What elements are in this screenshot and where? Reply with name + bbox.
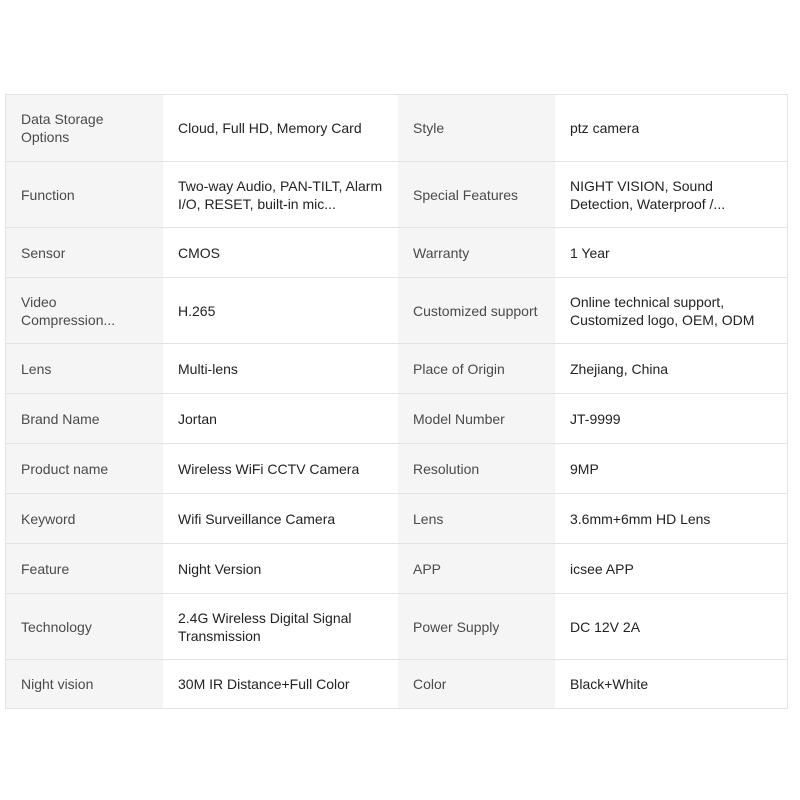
attribute-value: 30M IR Distance+Full Color <box>163 660 398 708</box>
table-row <box>6 162 787 228</box>
attribute-value: H.265 <box>163 278 398 343</box>
attribute-value: Cloud, Full HD, Memory Card <box>163 95 398 161</box>
attribute-label: Place of Origin <box>398 344 555 393</box>
attribute-label: Resolution <box>398 444 555 493</box>
attribute-label: Special Features <box>398 162 555 227</box>
attribute-value: CMOS <box>163 228 398 277</box>
attribute-value: 2.4G Wireless Digital Signal Transmission <box>163 594 398 659</box>
attribute-value: JT-9999 <box>555 394 787 443</box>
attribute-value: Zhejiang, China <box>555 344 787 393</box>
attribute-label: Video Compression... <box>6 278 163 343</box>
table-row <box>6 394 787 444</box>
attribute-label: APP <box>398 544 555 593</box>
attribute-label: Technology <box>6 594 163 659</box>
attribute-value: 1 Year <box>555 228 787 277</box>
attribute-label: Feature <box>6 544 163 593</box>
table-row <box>6 95 787 162</box>
table-row <box>6 344 787 394</box>
attribute-value: NIGHT VISION, Sound Detection, Waterproof /... <box>555 162 787 227</box>
attribute-label: Sensor <box>6 228 163 277</box>
attribute-value: Black+White <box>555 660 787 708</box>
attribute-label: Power Supply <box>398 594 555 659</box>
attribute-value: icsee APP <box>555 544 787 593</box>
attribute-label: Style <box>398 95 555 161</box>
attribute-value: Wireless WiFi CCTV Camera <box>163 444 398 493</box>
attribute-label: Night vision <box>6 660 163 708</box>
attribute-label: Product name <box>6 444 163 493</box>
attribute-label: Lens <box>6 344 163 393</box>
attribute-value: Two-way Audio, PAN-TILT, Alarm I/O, RESET, built-in mic... <box>163 162 398 227</box>
attribute-value: 9MP <box>555 444 787 493</box>
table-row <box>6 494 787 544</box>
attribute-value: ptz camera <box>555 95 787 161</box>
table-row <box>6 444 787 494</box>
table-row <box>6 660 787 708</box>
attribute-value: Online technical support, Customized logo, OEM, ODM <box>555 278 787 343</box>
attribute-value: Night Version <box>163 544 398 593</box>
product-attributes-table <box>5 94 788 709</box>
attribute-value: 3.6mm+6mm HD Lens <box>555 494 787 543</box>
attribute-value: DC 12V 2A <box>555 594 787 659</box>
attribute-label: Warranty <box>398 228 555 277</box>
attribute-label: Color <box>398 660 555 708</box>
attribute-value: Jortan <box>163 394 398 443</box>
attribute-label: Lens <box>398 494 555 543</box>
table-row <box>6 278 787 344</box>
table-row <box>6 594 787 660</box>
attribute-label: Customized support <box>398 278 555 343</box>
attribute-value: Multi-lens <box>163 344 398 393</box>
attribute-label: Brand Name <box>6 394 163 443</box>
attribute-label: Function <box>6 162 163 227</box>
table-row <box>6 228 787 278</box>
attribute-label: Model Number <box>398 394 555 443</box>
attribute-value: Wifi Surveillance Camera <box>163 494 398 543</box>
attribute-label: Keyword <box>6 494 163 543</box>
attribute-label: Data Storage Options <box>6 95 163 161</box>
table-row <box>6 544 787 594</box>
